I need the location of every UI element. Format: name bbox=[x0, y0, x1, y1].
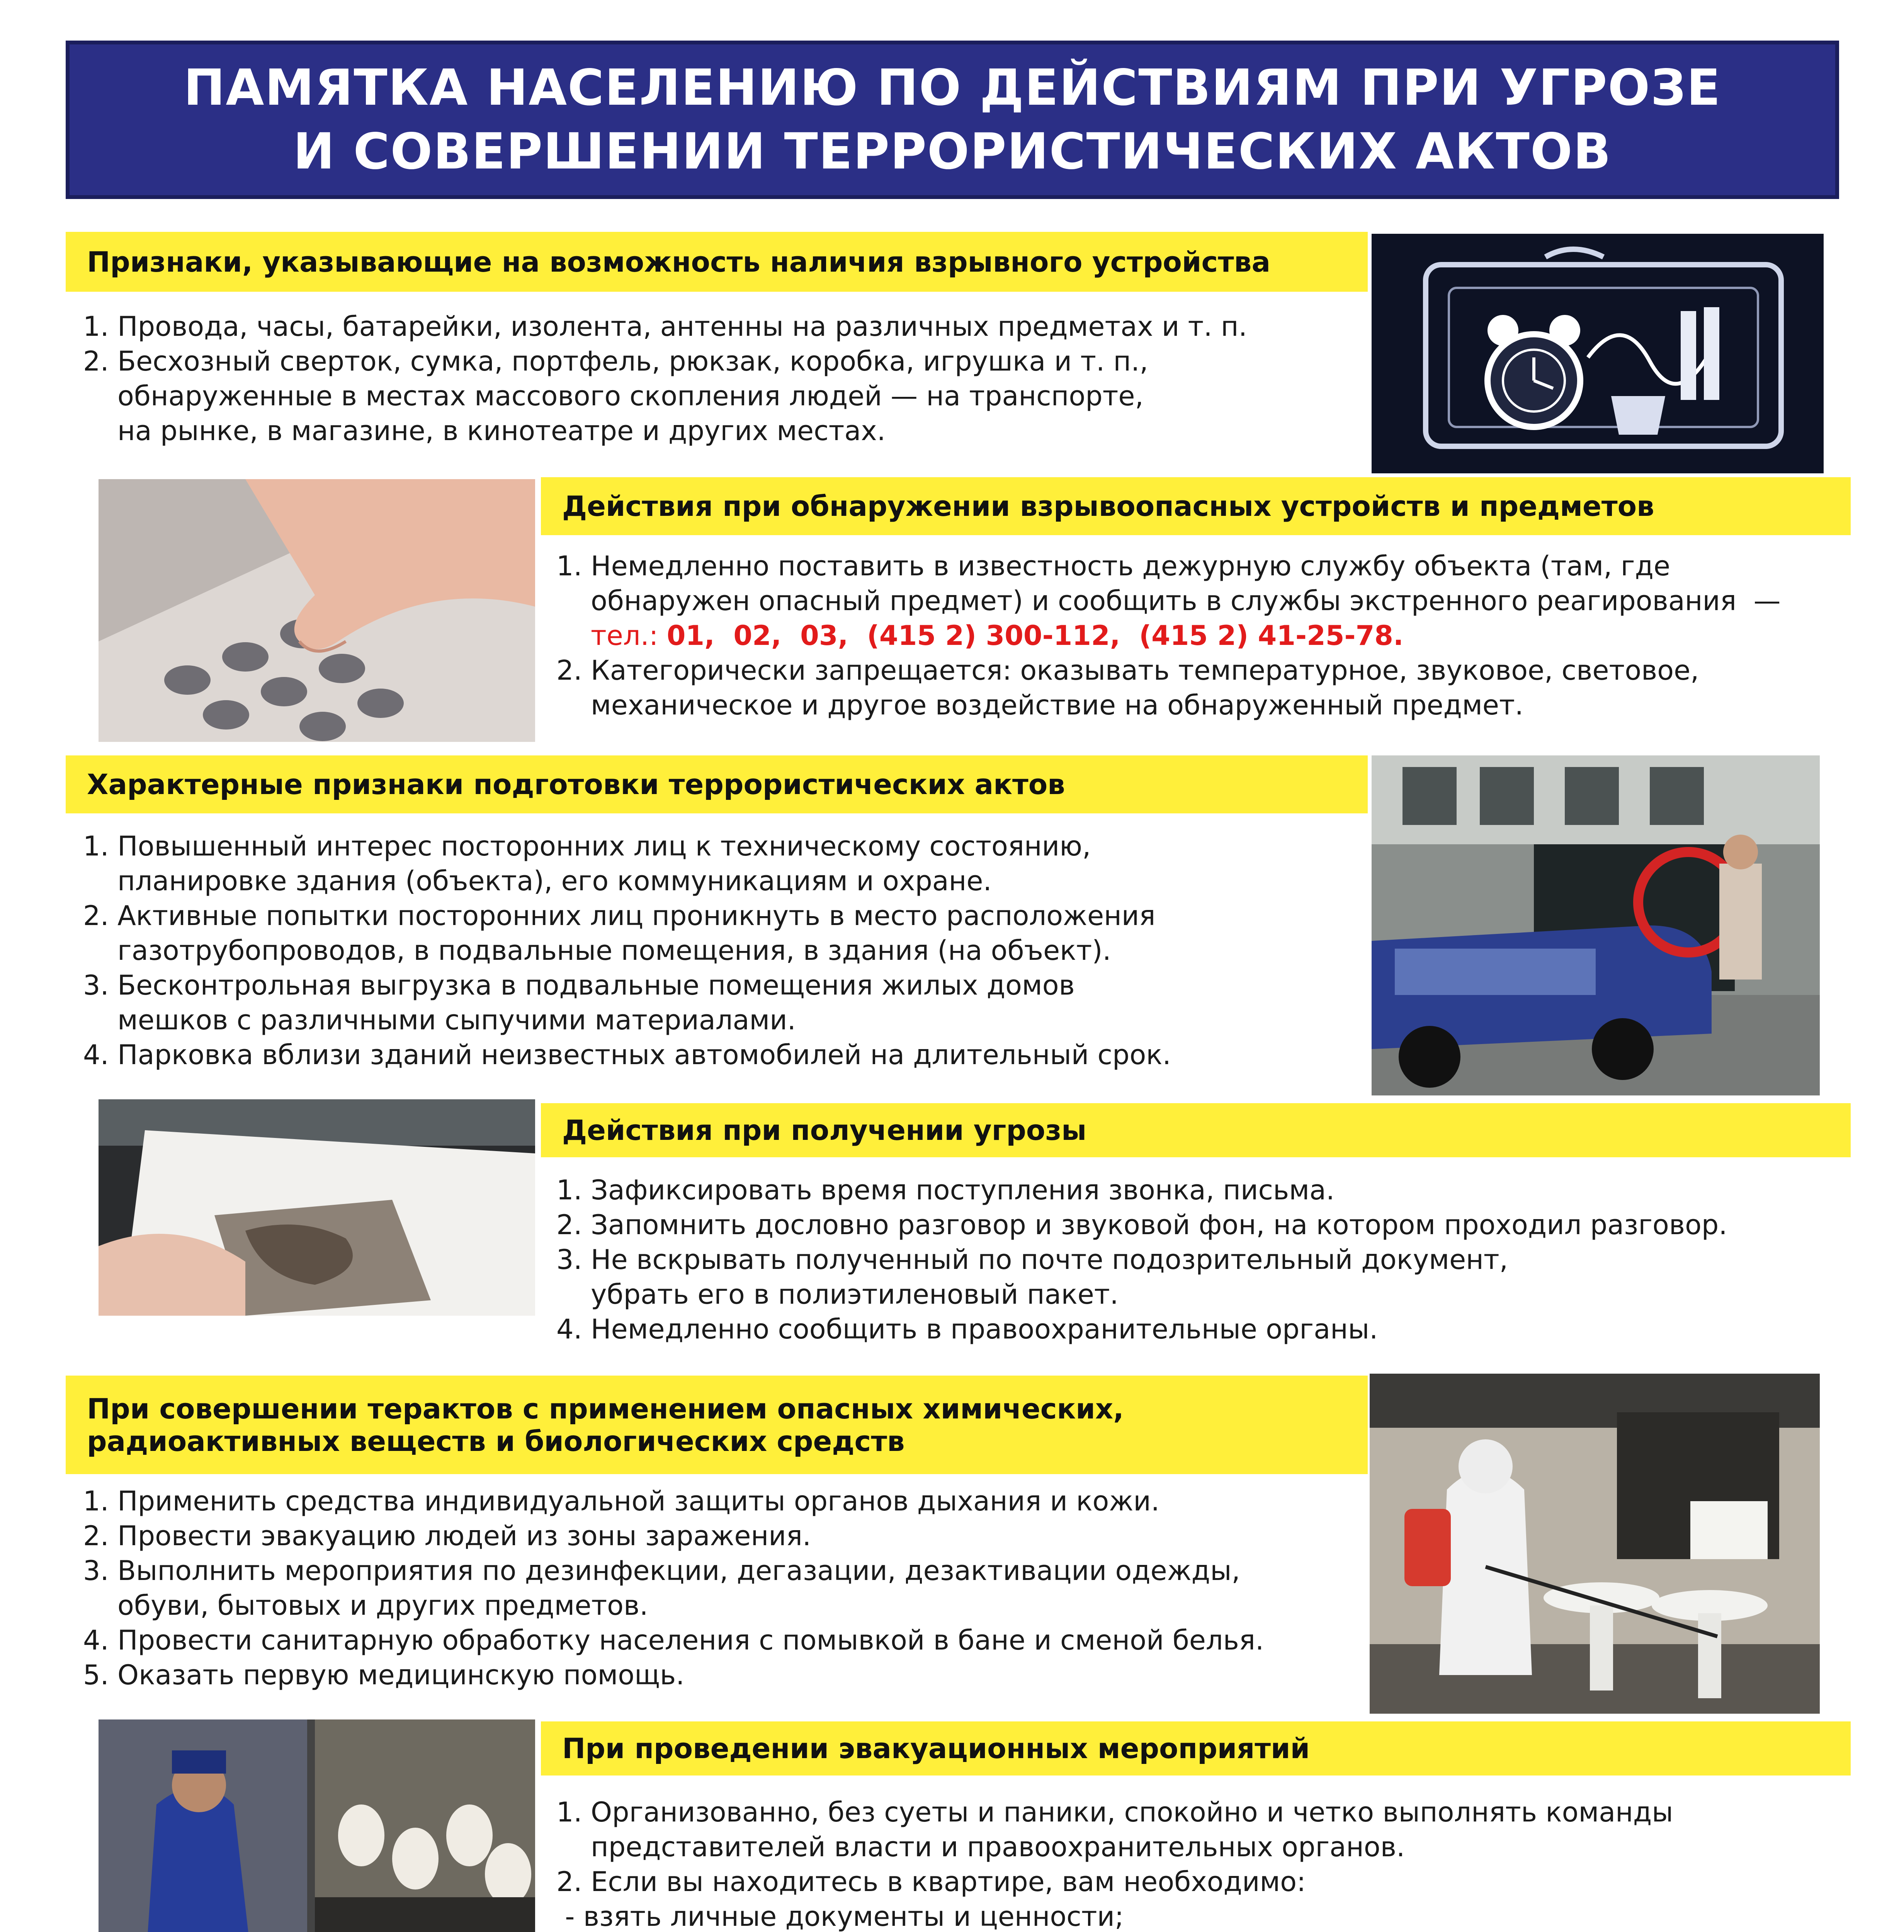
list-item: газотрубопроводов, в подвальные помещения, в здания (на объект). bbox=[83, 935, 1111, 966]
keypad-icon bbox=[99, 479, 535, 742]
list-item: 3. Не вскрывать полученный по почте подозрительный документ, bbox=[556, 1244, 1508, 1276]
xray-bag-photo bbox=[1372, 234, 1824, 473]
list-item: - взять личные документы и ценности; bbox=[556, 1901, 1124, 1932]
section-4-heading bbox=[541, 1103, 1851, 1157]
title-line-1: ПАМЯТКА НАСЕЛЕНИЮ ПО ДЕЙСТВИЯМ ПРИ УГРОЗЕ bbox=[184, 59, 1721, 117]
list-item: обнаруженные в местах массового скопления людей — на транспорте, bbox=[83, 380, 1144, 412]
section-6-heading-text: При проведении эвакуационных мероприятий bbox=[562, 1732, 1310, 1765]
list-item: 2. Категорически запрещается: оказывать температурное, звуковое, световое, bbox=[556, 655, 1699, 686]
list-item: механическое и другое воздействие на обнаруженный предмет. bbox=[556, 689, 1523, 721]
hazmat-scene-icon bbox=[1370, 1374, 1820, 1714]
list-item: обуви, бытовых и других предметов. bbox=[83, 1590, 648, 1621]
page-title bbox=[66, 41, 1839, 199]
evacuation-collage-icon bbox=[99, 1719, 535, 1932]
section-1-list bbox=[83, 309, 1247, 448]
list-item: на рынке, в магазине, в кинотеатре и других местах. bbox=[83, 415, 886, 447]
section-3-heading-text: Характерные признаки подготовки террористических актов bbox=[87, 768, 1065, 801]
evacuation-collage-photo bbox=[99, 1719, 535, 1932]
section-5-heading-line-1: При совершении терактов с применением опасных химических, bbox=[87, 1392, 1124, 1425]
list-item: убрать его в полиэтиленовый пакет. bbox=[556, 1279, 1119, 1310]
list-item: 4. Провести санитарную обработку населения с помывкой в бане и сменой белья. bbox=[83, 1624, 1264, 1656]
list-item: 4. Немедленно сообщить в правоохранительные органы. bbox=[556, 1313, 1378, 1345]
list-item: 3. Бесконтрольная выгрузка в подвальные помещения жилых домов bbox=[83, 969, 1075, 1001]
list-item: 1. Организованно, без суеты и паники, спокойно и четко выполнять команды bbox=[556, 1796, 1673, 1828]
title-line-2: И СОВЕРШЕНИИ ТЕРРОРИСТИЧЕСКИХ АКТОВ bbox=[293, 123, 1612, 180]
list-item: планировке здания (объекта), его коммуникациям и охране. bbox=[83, 865, 992, 897]
section-5-list bbox=[83, 1484, 1264, 1692]
list-item: 1. Применить средства индивидуальной защиты органов дыхания и кожи. bbox=[83, 1485, 1160, 1517]
list-item: 2. Бесхозный сверток, сумка, портфель, рюкзак, коробка, игрушка и т. п., bbox=[83, 345, 1148, 377]
list-item: 4. Парковка вблизи зданий неизвестных автомобилей на длительный срок. bbox=[83, 1039, 1171, 1071]
section-5-heading bbox=[66, 1376, 1368, 1474]
phone-keypad-photo bbox=[99, 479, 535, 742]
section-3-list bbox=[83, 829, 1171, 1072]
section-3-heading bbox=[66, 755, 1368, 813]
section-2-heading-text: Действия при обнаружении взрывоопасных устройств и предметов bbox=[562, 490, 1654, 522]
envelope-icon bbox=[99, 1099, 535, 1316]
section-5-heading-line-2: радиоактивных веществ и биологических средств bbox=[87, 1425, 905, 1458]
list-item: 2. Провести эвакуацию людей из зоны заражения. bbox=[83, 1520, 811, 1552]
list-item: мешков с различными сыпучими материалами. bbox=[83, 1004, 796, 1036]
section-6-heading bbox=[541, 1721, 1851, 1776]
section-2-heading bbox=[541, 477, 1851, 535]
list-item: 1. Зафиксировать время поступления звонка, письма. bbox=[556, 1174, 1335, 1206]
emergency-phones: 01, 02, 03, (415 2) 300-112, (415 2) 41-25-78. bbox=[666, 620, 1404, 651]
list-item: обнаружен опасный предмет) и сообщить в службы экстренного реагирования — bbox=[556, 585, 1781, 617]
list-item: 5. Оказать первую медицинскую помощь. bbox=[83, 1659, 685, 1691]
list-item: 1. Провода, часы, батарейки, изолента, антенны на различных предметах и т. п. bbox=[83, 311, 1247, 342]
xray-bag-icon bbox=[1372, 234, 1824, 473]
list-item: 1. Немедленно поставить в известность дежурную службу объекта (там, где bbox=[556, 550, 1670, 582]
section-1-heading bbox=[66, 232, 1368, 292]
section-1-heading-text: Признаки, указывающие на возможность наличия взрывного устройства bbox=[87, 245, 1271, 278]
list-item: 2. Если вы находитесь в квартире, вам необходимо: bbox=[556, 1866, 1306, 1898]
phone-label: тел.: bbox=[556, 620, 667, 651]
list-item: 3. Выполнить мероприятия по дезинфекции, дегазации, дезактивации одежды, bbox=[83, 1555, 1240, 1587]
list-item: 1. Повышенный интерес посторонних лиц к техническому состоянию, bbox=[83, 830, 1091, 862]
car-scene-icon bbox=[1372, 755, 1820, 1095]
car-unloading-photo bbox=[1372, 755, 1820, 1095]
section-6-list bbox=[556, 1795, 1673, 1932]
list-item: представителей власти и правоохранительных органов. bbox=[556, 1831, 1405, 1863]
section-2-list bbox=[556, 549, 1781, 723]
list-item bbox=[556, 618, 1781, 653]
section-4-heading-text: Действия при получении угрозы bbox=[562, 1114, 1087, 1146]
list-item: 2. Активные попытки посторонних лиц проникнуть в место расположения bbox=[83, 900, 1156, 932]
section-4-list bbox=[556, 1173, 1727, 1347]
decontamination-photo bbox=[1370, 1374, 1820, 1714]
list-item: 2. Запомнить дословно разговор и звуковой фон, на котором проходил разговор. bbox=[556, 1209, 1727, 1241]
envelope-photo bbox=[99, 1099, 535, 1316]
